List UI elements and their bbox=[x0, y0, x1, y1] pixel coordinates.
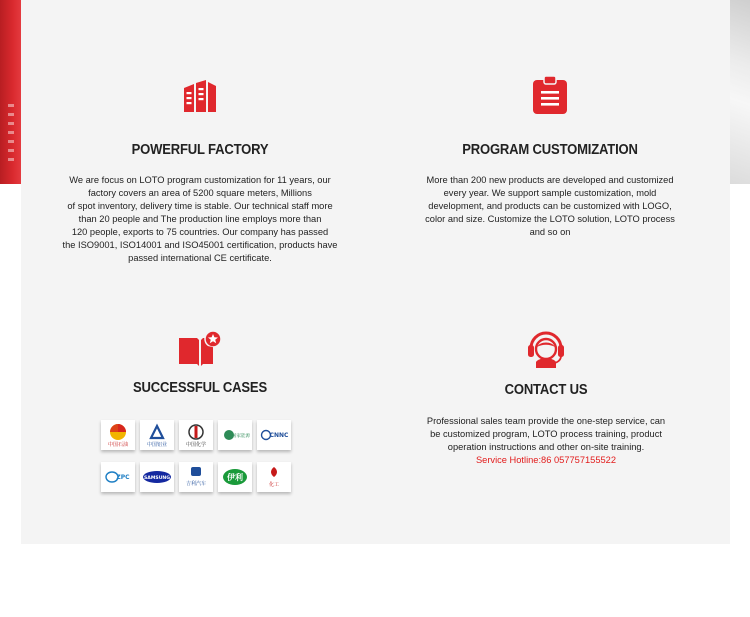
factory-description: We are focus on LOTO program customization for 11 years, our factory covers an area of 5200 square meters, Millions of spot inventory, delivery time is stable. Our technical staff more than 20 people and The production line employs more than 120 people, exports to 75 countries. Our company has passed the ISO9001, ISO14001 and ISO45001 certification, products have passed international CE certificate. bbox=[62, 175, 338, 263]
svg-text:中国石油: 中国石油 bbox=[107, 442, 129, 448]
zpc-logo bbox=[101, 462, 135, 492]
chalco-logo bbox=[140, 420, 174, 450]
svg-text:吉利汽车: 吉利汽车 bbox=[185, 481, 207, 487]
yili-logo bbox=[218, 462, 252, 492]
svg-text:CNNC: CNNC bbox=[269, 432, 289, 439]
svg-text:伊利: 伊利 bbox=[227, 473, 243, 482]
clipboard-icon bbox=[533, 76, 567, 114]
cnnc-logo bbox=[257, 420, 291, 450]
cases-title: SUCCESSFUL CASES bbox=[133, 380, 267, 396]
right-banner-edge bbox=[730, 0, 750, 184]
contact-description: Professional sales team provide the one-step service, can be customized program, LOTO process training, product operation instructions and other on-site training. Service Hotline:86 057757155522 bbox=[386, 415, 706, 467]
petrochina-logo bbox=[101, 420, 135, 450]
feature-program bbox=[390, 76, 710, 239]
headset-icon bbox=[526, 328, 566, 370]
shenhua-logo bbox=[218, 420, 252, 450]
svg-text:国家能源: 国家能源 bbox=[232, 434, 250, 439]
program-description: More than 200 new products are developed and customized every year. We support sample customization, mold development, and products can be customized with LOGO, color and size. Customize the LOTO solution, LOTO process and so on bbox=[425, 175, 675, 237]
svg-text:化工: 化工 bbox=[268, 482, 280, 488]
left-banner-edge bbox=[0, 0, 21, 184]
svg-text:SAMSUNG: SAMSUNG bbox=[143, 476, 171, 481]
factory-title: POWERFUL FACTORY bbox=[131, 142, 269, 158]
factory-icon bbox=[182, 80, 218, 114]
feature-contact bbox=[386, 328, 706, 467]
contact-title: CONTACT US bbox=[504, 382, 588, 398]
client-logo-grid bbox=[101, 420, 293, 492]
sinochem-logo bbox=[179, 420, 213, 450]
service-hotline[interactable]: Service Hotline:86 057757155522 bbox=[475, 455, 617, 465]
feature-cases bbox=[40, 330, 360, 396]
banner-decoration bbox=[8, 104, 14, 164]
svg-text:ZPC: ZPC bbox=[116, 474, 130, 481]
samsung-logo bbox=[140, 462, 174, 492]
book-badge-icon bbox=[179, 330, 221, 366]
geely-logo bbox=[179, 462, 213, 492]
feature-factory bbox=[40, 80, 360, 265]
svg-text:中国化学: 中国化学 bbox=[185, 442, 207, 448]
program-title: PROGRAM CUSTOMIZATION bbox=[462, 142, 638, 158]
chemical-logo bbox=[257, 462, 291, 492]
svg-text:中国铝业: 中国铝业 bbox=[146, 442, 168, 448]
